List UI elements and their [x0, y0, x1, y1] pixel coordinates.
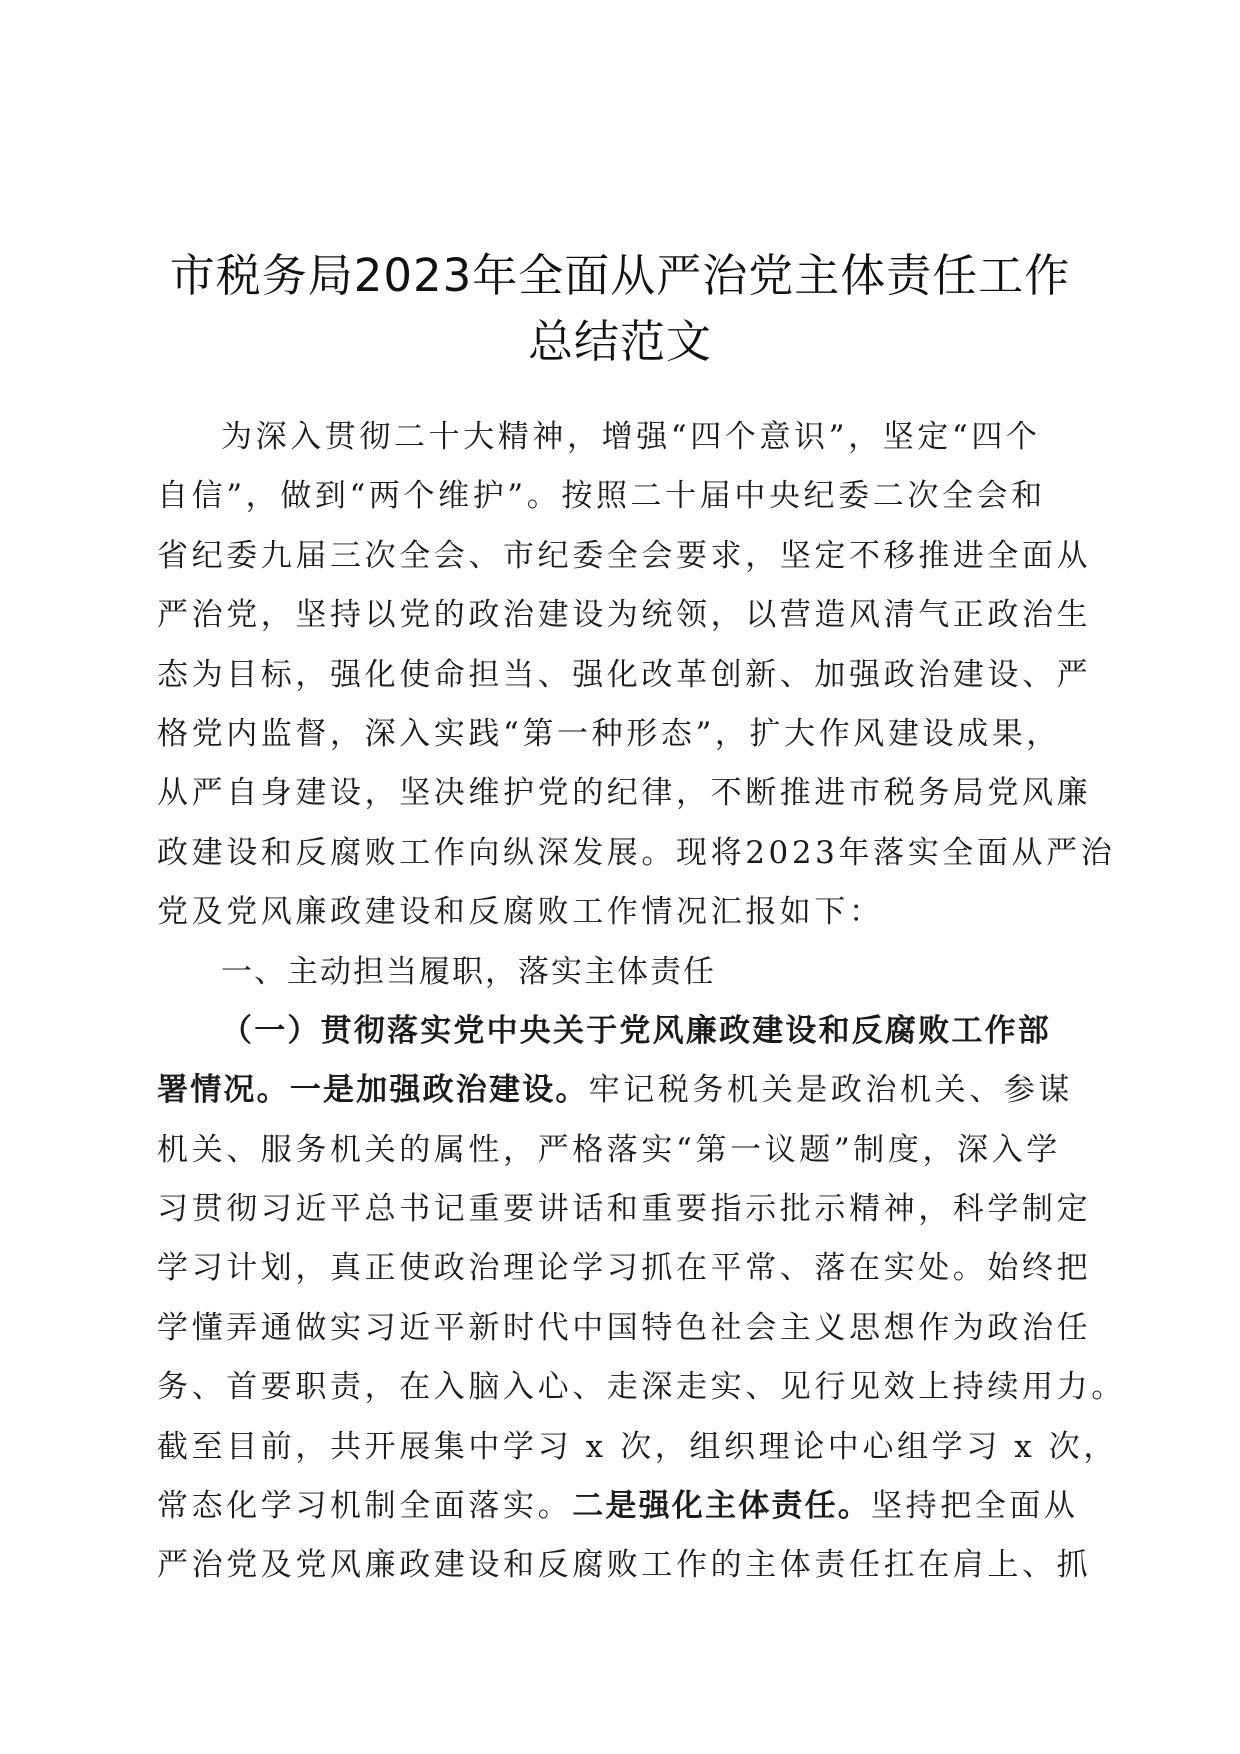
- point-text: 牢记税务机关是政治机关、参谋: [588, 1072, 1074, 1109]
- title-line-2: 总结范文: [527, 315, 712, 368]
- point-text: 坚持把全面从: [871, 1488, 1079, 1525]
- document-title: [150, 243, 1090, 375]
- intro-line: 格党内监督，深入实践“第一种形态”，扩大作风建设成果，: [157, 715, 1061, 752]
- point-label: 二是强化主体责任。: [572, 1488, 872, 1525]
- body-line: 务、首要职责，在入脑入心、走深走实、见行见效上持续用力。: [157, 1369, 1126, 1406]
- body-line-mixed: [157, 1477, 1079, 1536]
- point-text: 常态化学习机制全面落实。: [157, 1488, 573, 1525]
- intro-line: 为深入贯彻二十大精神，增强“四个意识”，坚定“四个: [221, 419, 1041, 455]
- body-line-mixed: [157, 1061, 1074, 1120]
- intro-line: 态为目标，强化使命担当、强化改革创新、加强政治建设、严: [157, 656, 1092, 693]
- intro-line: 严治党，坚持以党的政治建设为统领，以营造风清气正政治生: [157, 597, 1092, 634]
- intro-line: 政建设和反腐败工作向纵深发展。现将2023年落实全面从严治: [157, 834, 1116, 871]
- intro-line: 从严自身建设，坚决维护党的纪律，不断推进市税务局党风廉: [157, 775, 1092, 812]
- body-line: 学懂弄通做实习近平新时代中国特色社会主义思想作为政治任: [157, 1309, 1092, 1346]
- body-line: 严治党及党风廉政建设和反腐败工作的主体责任扛在肩上、抓: [157, 1547, 1092, 1584]
- point-label: 一是加强政治建设。: [289, 1072, 589, 1109]
- intro-line: 党及党风廉政建设和反腐败工作情况汇报如下：: [157, 894, 884, 931]
- body-line: 机关、服务机关的属性，严格落实“第一议题”制度，深入学: [157, 1131, 1061, 1168]
- section-heading: 一、主动担当履职，落实主体责任: [221, 953, 716, 990]
- body-line: 习贯彻习近平总书记重要讲话和重要指示批示精神，科学制定: [157, 1191, 1092, 1228]
- document-body: [157, 408, 1126, 1596]
- intro-line: 省纪委九届三次全会、市纪委全会要求，坚定不移推进全面从: [157, 537, 1092, 574]
- intro-line: 自信”，做到“两个维护”。按照二十届中央纪委二次全会和: [157, 478, 1046, 515]
- subsection-heading-end: 署情况。: [157, 1072, 290, 1109]
- title-line-1: 市税务局2023年全面从严治党主体责任工作: [169, 249, 1071, 302]
- body-line: 截至目前，共开展集中学习 x 次，组织理论中心组学习 x 次，: [157, 1428, 1118, 1465]
- body-line: 学习计划，真正使政治理论学习抓在平常、落在实处。始终把: [157, 1250, 1092, 1287]
- subsection-heading: （一）贯彻落实党中央关于党风廉政建设和反腐败工作部: [221, 1012, 1051, 1049]
